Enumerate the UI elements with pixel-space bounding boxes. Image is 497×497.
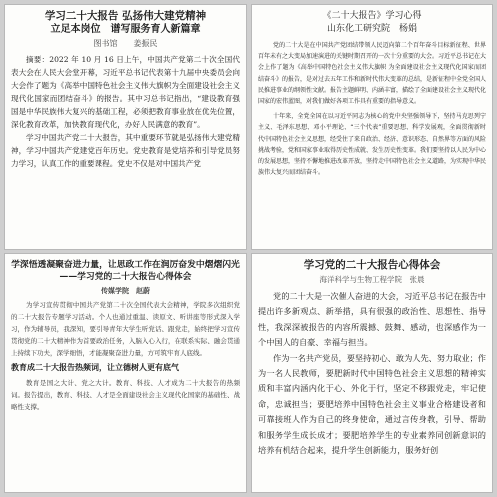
article-paragraph: 学习中国共产党二十大报告，其中重要环节就是弘扬伟大建党精神，学习中国共产党建党百年历史。党史教育是党培养和引导党员努力学习，认真工作的重要课程。党史不仅是对中国共产党 — [11, 133, 240, 168]
article-panel-top-right — [251, 4, 493, 250]
article-body — [11, 53, 240, 170]
article-byline: 传媒学院 赵蔚 — [101, 286, 150, 295]
article-paragraph: 十年来，全党全国在以习近平同志为核心的党中央坚强领导下，坚持马克思列宁主义、毛泽东思想、邓小平理论、“三个代表”重要思想、科学发展观，全面贯彻新时代中国特色社会主义思想，经受住了来自政治、经济、意识形态、自然界等方面的风险挑战考验，党和国家事业取得历史性成就、发生历史性变革。我们要坚持以人民为中心的发展思想，坚持不懈地推进改革开放，坚持走中国特色社会主义道路，为实现中华民族伟大复兴而团结奋斗。 — [258, 113, 487, 177]
article-title: 学习二十大报告 弘扬伟大建党精神 — [44, 10, 207, 22]
article-body — [11, 299, 240, 359]
article-subtitle: 山东化工研究院 杨娟 — [326, 24, 417, 34]
article-panel-top-left — [4, 4, 247, 250]
article-subtitle: 立足本岗位 谱写服务育人新篇章 — [50, 24, 201, 35]
article-panel-bottom-right — [251, 253, 493, 493]
article-body — [11, 377, 240, 413]
article-paragraph: 作为一名共产党员，要坚持初心、敢为人先、努力取业；作为一名人民教师，要肥新时代中国特色社会主义思想的精神实质和丰富内涵内化于心、外化于行，坚定不移跟党走，牢记使命，忠诚担当；要肥培养中国特色社会主义事业合格建设者和可靠接班人作为自己的终身使命，通过言传身教，引导、帮助和服务学生成长成才；要肥培养学生的专业素养同创新意识的培养有机结合起来，提升学生创新能力，服务好创 — [258, 352, 486, 456]
article-paragraph: 摘要：2022 年 10 月 16 日上午，中国共产党第二十次全国代表大会在人民大会堂开幕，习近平总书记代表第十九届中央委员会向大会作了题为《高举中国特色社会主义伟大旗帜为全面建设社会主义现代化国家而团结奋斗》的报告。其中习总书记指出，“建设教育强国是中华民族伟大复兴的基础工程，必须把教育事业放在优先位置，深化教育改革，加快教育现代化，办好人民满意的教育”。 — [11, 55, 240, 129]
article-panel-bottom-left — [4, 253, 247, 493]
article-paragraph: 党的二十大是一次催人奋进的大会，习近平总书记在报告中提出许多新观点、新举措，具有很强的政治性、思想性、指导性，我深深被报告的内容所震撼、鼓舞、感动，也深感作为一个中国人的自豪、幸福与担当。 — [258, 291, 486, 348]
article-paragraph: 教育是国之大计、党之大计。教育、科技、人才成为二十大报告的热频词。报告提出，教育、科技、人才是全面建设社会主义现代化国家的基础性、战略性支撑。 — [11, 379, 240, 411]
article-title: 学深悟透凝聚奋进力量，让思政工作在润厉奋发中熠熠闪光 — [11, 260, 240, 270]
article-body — [258, 289, 486, 458]
article-paragraph: 为学习宣传贯彻中国共产党第二十次全国代表大会精神，学院多次组织党的二十大报告专题学习活动。个人也通过重温、读原文、听讲座等形式深入学习，作为辅导员，我深知，要引导青年大学生听党话、跟党走，始终把学习宣传贯彻党的二十大精神作为首要政治任务，入脑入心入行，在联系实际、融会贯通上持续下功夫，深学细悟，才能凝聚奋进力量，方可筑牢育人底线。 — [11, 301, 240, 357]
section-heading: 教育成二十大报告热频词，让立德树人更有底气 — [11, 363, 179, 372]
article-byline: 图书馆 姜振民 — [93, 39, 158, 48]
article-byline: 海洋科学与生物工程学院 张晨 — [319, 275, 425, 284]
article-title: 学习党的二十大报告心得体会 — [303, 259, 441, 271]
article-paragraph: 党的二十大是在中国共产党团结带领人民迈向第二个百年奋斗目标新征程、世界百年未有之大变局加速演进的关键时期召开的一次十分重要的大会。习近平总书记在大会上作了题为《高举中国特色社会主义伟大旗帜 为全面建设社会主义现代化国家而团结奋斗》的报告，是对过去五年工作和新时代伟大变革的总结，是新征程中全党全国人民推进事业的纲领性文献。报告主题鲜明、内涵丰富，描绘了全面建设社会主义现代化国家的宏伟蓝图，对我们做好各项工作具有重要的指导意义。 — [258, 42, 487, 106]
article-body — [258, 40, 486, 178]
article-title: 《二十大报告》学习心得 — [322, 11, 422, 21]
article-subtitle: ——学习党的二十大报告心得体会 — [59, 272, 192, 282]
